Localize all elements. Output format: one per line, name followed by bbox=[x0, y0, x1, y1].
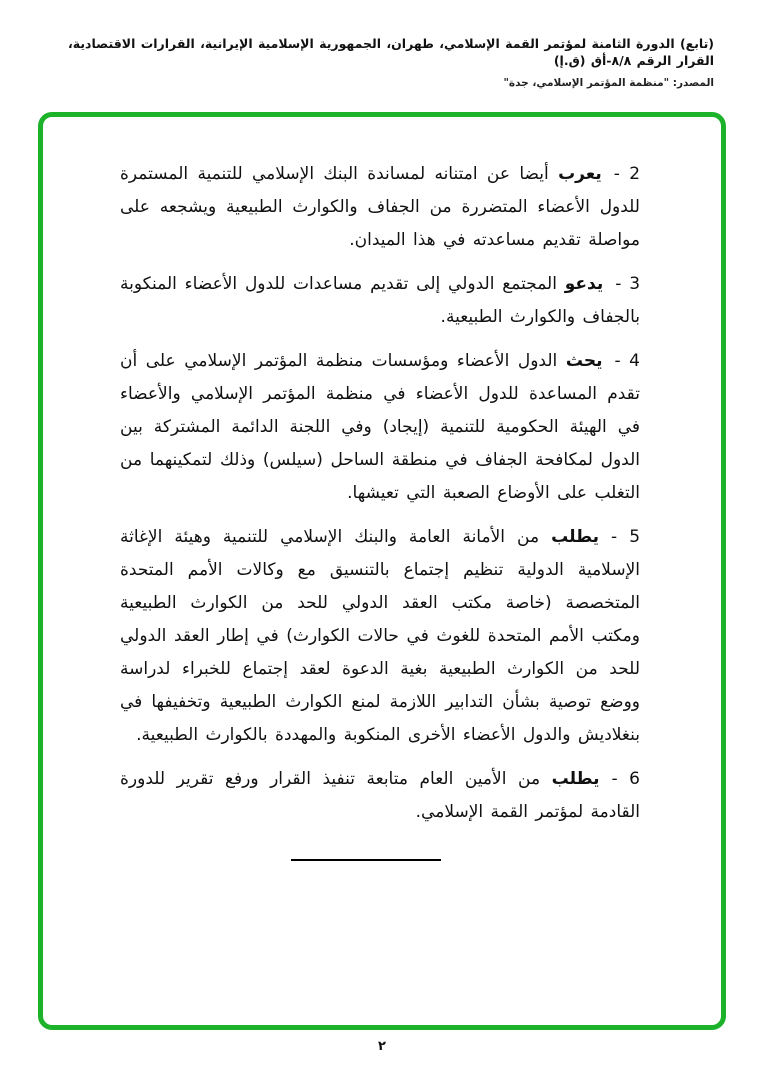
end-divider bbox=[291, 859, 441, 861]
item-text: من الأمين العام متابعة تنفيذ القرار ورفع تقرير للدورة القادمة لمؤتمر القمة الإسلامي. bbox=[120, 769, 640, 822]
item-number: 5 - bbox=[611, 527, 641, 547]
item-lead-word: يطلب bbox=[551, 769, 600, 789]
resolution-item-6 bbox=[120, 763, 640, 829]
header-source: المصدر: "منظمة المؤتمر الإسلامي، جدة" bbox=[503, 76, 714, 89]
item-lead-word: يطلب bbox=[551, 527, 600, 547]
item-number: 2 - bbox=[613, 164, 641, 184]
item-lead-word: يدعو bbox=[564, 274, 604, 294]
item-text: من الأمانة العامة والبنك الإسلامي للتنمية وهيئة الإغاثة الإسلامية الدولية تنظيم إجتماع بالتنسيق مع وكالات الأمم المتحدة المتخصصة (خاصة مكتب العقد الدولي للحد من الكوارث الطبيعية ومكتب الأمم المتحدة للغوث في حالات الكوارث) في إطار العقد الدولي للحد من الكوارث الطبيعية بغية الدعوة لعقد إجتماع للخبراء لدراسة ووضع توصية بشأن التدابير اللازمة لمنع الكوارث الطبيعية وتخفيفها في بنغلاديش والدول الأعضاء الأخرى المنكوبة والمهددة بالكوارث الطبيعية. bbox=[120, 527, 640, 745]
page-number: ٢ bbox=[378, 1039, 386, 1054]
resolution-item-3 bbox=[120, 268, 640, 334]
resolution-item-5 bbox=[120, 521, 640, 752]
document-header bbox=[42, 36, 714, 89]
item-number: 6 - bbox=[611, 769, 640, 789]
item-text: أيضا عن امتنانه لمساندة البنك الإسلامي للتنمية المستمرة للدول الأعضاء المتضررة من الجفاف والكوارث الطبيعية ويشجعه على مواصلة تقديم مساعدته في هذا الميدان. bbox=[120, 164, 640, 250]
item-number: 3 - bbox=[615, 274, 641, 294]
item-text: الدول الأعضاء ومؤسسات منظمة المؤتمر الإسلامي على أن تقدم المساعدة للدول الأعضاء في منظمة المؤتمر الإسلامي والأعضاء في الهيئة الحكومية للتنمية (إيجاد) وفي اللجنة الدائمة المشتركة بين الدول لمكافحة الجفاف في منطقة الساحل (سيلس) وذلك لتمكينهما من التغلب على الأوضاع الصعبة التي تعيشها. bbox=[120, 351, 640, 503]
resolution-item-4 bbox=[120, 345, 640, 510]
resolution-item-2 bbox=[120, 158, 640, 257]
item-lead-word: يعرب bbox=[558, 164, 602, 184]
item-lead-word: يحث bbox=[565, 351, 603, 371]
header-title: (تابع) الدورة الثامنة لمؤتمر القمة الإسلامي، طهران، الجمهورية الإسلامية الإيرانية، القرارات الاقتصادية، القرار الرقم ٨/٨-أق (ق.إ) bbox=[68, 36, 714, 68]
item-number: 4 - bbox=[614, 351, 640, 371]
resolution-body bbox=[120, 158, 640, 861]
item-text: المجتمع الدولي إلى تقديم مساعدات للدول الأعضاء المنكوبة بالجفاف والكوارث الطبيعية. bbox=[120, 274, 640, 327]
